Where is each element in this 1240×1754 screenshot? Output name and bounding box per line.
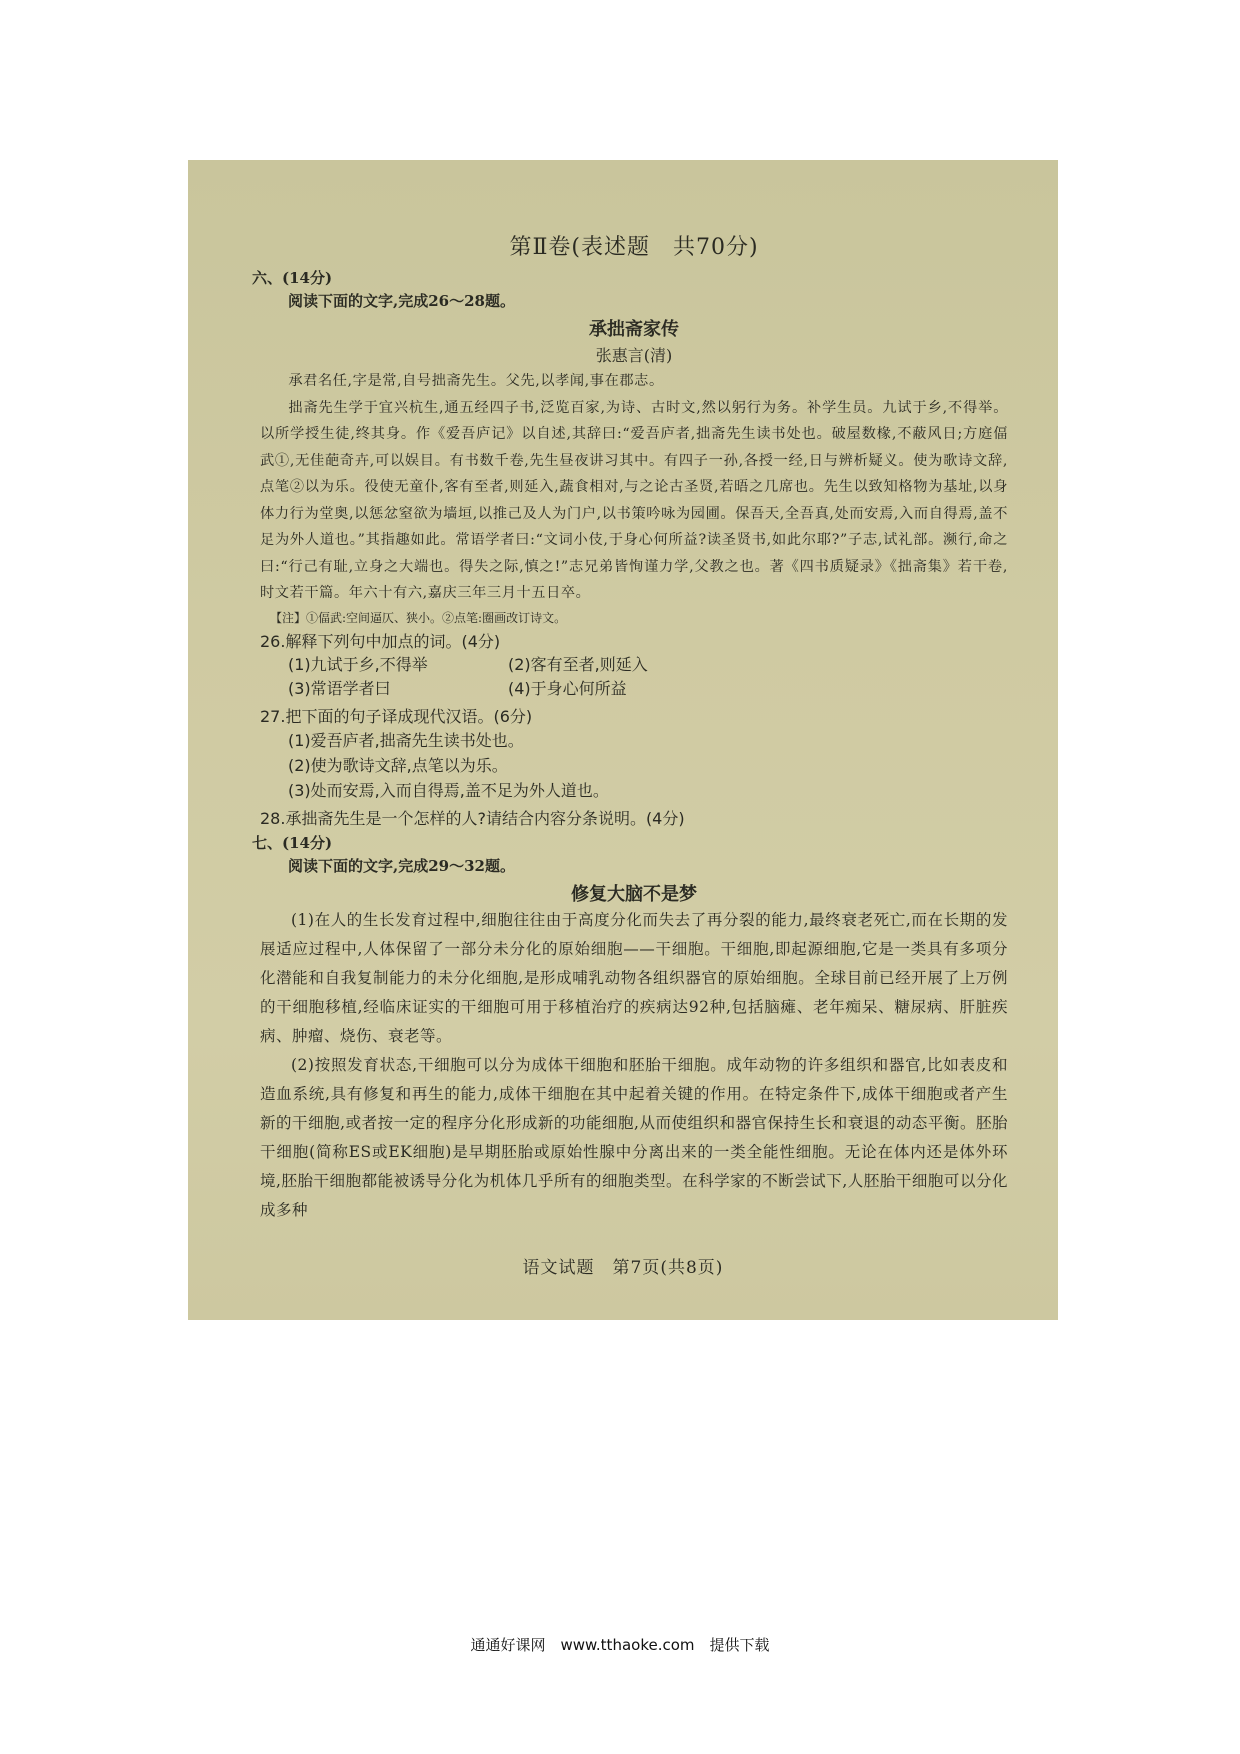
paper-title: 第Ⅱ卷(表述题 共70分)	[509, 235, 759, 260]
question-27-item: (2)使为歌诗文辞,点笔以为乐。	[288, 755, 508, 775]
page-footer: 语文试题 第7页(共8页)	[522, 1258, 724, 1278]
question-26-item: (2)客有至者,则延入	[508, 654, 648, 674]
question-26-row	[288, 677, 1008, 701]
exam-page-photo	[188, 160, 1058, 1320]
passage-title: 修复大脑不是梦	[571, 883, 697, 905]
question-27-item: (1)爱吾庐者,拙斋先生读书处也。	[288, 730, 524, 750]
section-7-instruction: 阅读下面的文字,完成29～32题。	[288, 856, 515, 875]
annotation-note: 【注】①偪武:空间逼仄、狭小。②点笔:圈画改订诗文。	[270, 610, 567, 625]
question-26-item: (4)于身心何所益	[508, 678, 627, 698]
section-7-heading: 七、(14分)	[252, 833, 333, 852]
classical-paragraph: 拙斋先生学于宜兴杭生,通五经四子书,泛览百家,为诗、古时文,然以躬行为务。补学生员。九试于乡,不得举。以所学授生徒,终其身。作《爱吾庐记》以自述,其辞曰:“爱吾庐者,拙斋先生读书处也。破屋数椽,不蔽风日;方庭偪武①,无佳葩奇卉,可以娱目。有书数千卷,先生昼夜讲习其中。有四子一孙,各授一经,日与辨析疑义。使为歌诗文辞,点笔②以为乐。役使无童仆,客有至者,则延入,蔬食相对,与之论古圣贤,若晤之几席也。先生以致知格物为基址,以身体力行为堂奥,以惩忿窒欲为墙垣,以推己及人为门户,以书策吟咏为园圃。保吾天,全吾真,处而安焉,入而自得焉,盖不足为外人道也。”其指趣如此。常语学者曰:“文词小伎,于身心何所益?读圣贤书,如此尔耶?”子志,试礼部。濒行,命之曰:“行己有耻,立身之大端也。得失之际,慎之!”志兄弟皆恂谨力学,父教之也。著《四书质疑录》《拙斋集》若干卷,时文若干篇。年六十有六,嘉庆三年三月十五日卒。	[260, 399, 1008, 601]
passage-title: 承拙斋家传	[589, 319, 679, 340]
question-27-item: (3)处而安焉,入而自得焉,盖不足为外人道也。	[288, 780, 609, 800]
download-credit: 通通好课网 www.tthaoke.com 提供下载	[470, 1636, 770, 1654]
classical-paragraph: 承君名任,字是常,自号拙斋先生。父先,以孝闻,事在郡志。	[288, 373, 664, 389]
question-26-row	[288, 653, 1008, 677]
question-26: 26.解释下列句中加点的词。(4分)	[260, 631, 501, 651]
modern-paragraph: (2)按照发育状态,干细胞可以分为成体干细胞和胚胎干细胞。成年动物的许多组织和器官,比如表皮和造血系统,具有修复和再生的能力,成体干细胞在其中起着关键的作用。在特定条件下,成体干细胞或者产生新的干细胞,或者按一定的程序分化形成新的功能细胞,从而使组织和器官保持生长和衰退的动态平衡。胚胎干细胞(简称ES或EK细胞)是早期胚胎或原始性腺中分离出来的一类全能性细胞。无论在体内还是体外环境,胚胎干细胞都能被诱导分化为机体几乎所有的细胞类型。在科学家的不断尝试下,人胚胎干细胞可以分化成多种	[260, 1055, 1008, 1219]
question-26-item: (1)九试于乡,不得举	[288, 654, 428, 674]
question-26-item: (3)常语学者曰	[288, 678, 391, 698]
question-27: 27.把下面的句子译成现代汉语。(6分)	[260, 706, 533, 726]
question-28: 28.承拙斋先生是一个怎样的人?请结合内容分条说明。(4分)	[260, 808, 685, 828]
modern-paragraph: (1)在人的生长发育过程中,细胞往往由于高度分化而失去了再分裂的能力,最终衰老死亡,而在长期的发展适应过程中,人体保留了一部分未分化的原始细胞——干细胞。干细胞,即起源细胞,它是一类具有多项分化潜能和自我复制能力的未分化细胞,是形成哺乳动物各组织器官的原始细胞。全球目前已经开展了上万例的干细胞移植,经临床证实的干细胞可用于移植治疗的疾病达92种,包括脑瘫、老年痴呆、糖尿病、肝脏疾病、肿瘤、烧伤、衰老等。	[260, 910, 1008, 1045]
section-6-heading: 六、(14分)	[252, 269, 333, 287]
section-6-instruction: 阅读下面的文字,完成26～28题。	[288, 292, 515, 310]
passage-author: 张惠言(清)	[595, 346, 673, 365]
